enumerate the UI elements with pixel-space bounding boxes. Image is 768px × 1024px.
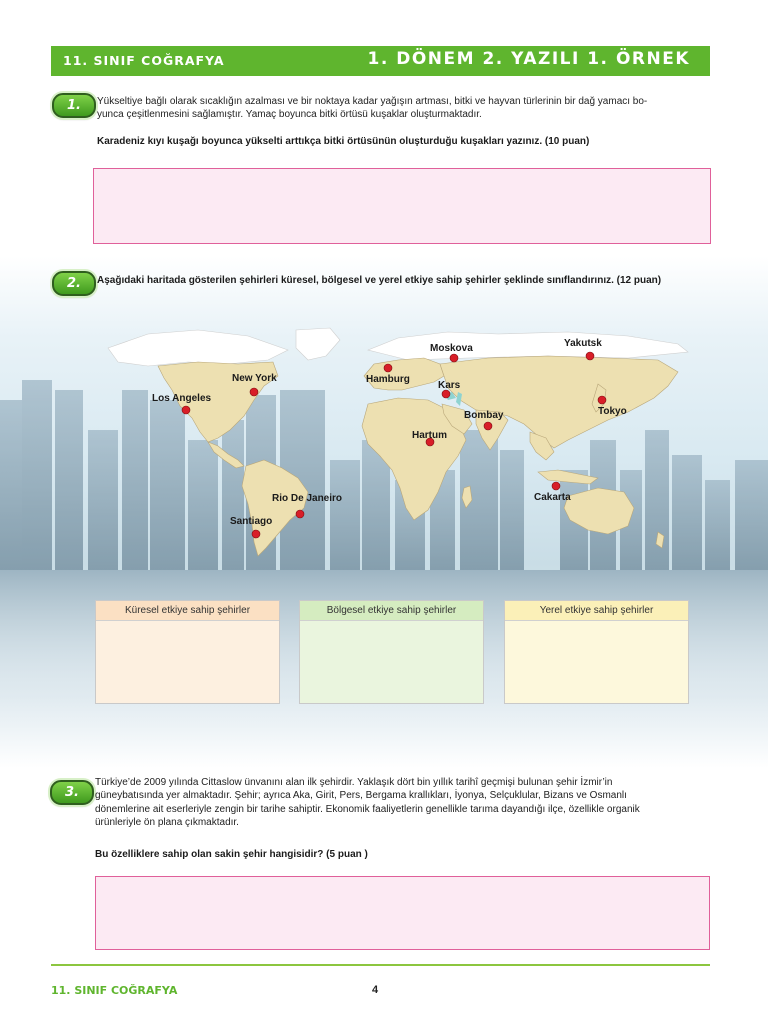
question-1-answer-box[interactable] [93, 168, 711, 244]
city-label-rio-de-janeiro: Rio De Janeiro [272, 493, 343, 504]
city-label-los-angeles: Los Angeles [152, 393, 212, 404]
city-marker-moskova [450, 354, 458, 362]
city-label-cakarta: Cakarta [534, 492, 571, 503]
greenland-landmass [296, 328, 340, 360]
global-cities-box[interactable] [95, 600, 280, 704]
world-map [68, 320, 718, 560]
indonesia-landmass [538, 470, 598, 484]
city-marker-bombay [484, 422, 492, 430]
city-marker-new-york [250, 388, 258, 396]
city-label-santiago: Santiago [230, 516, 273, 527]
question-3-text-line: dönemlerine ait eserleriyle zengin bir tarihe sahiptir. Ekonomik faaliyetlerin genellikle tarıma dayandığı ilçe, özellikle organik [95, 803, 640, 815]
question-3-text-line: Türkiye’de 2009 yılında Cittaslow ünvanını alan ilk şehirdir. Yaklaşık dört bin yıllık tarihî geçmişi bulunan şehir İzmir’in [95, 777, 613, 788]
australia-landmass [564, 488, 634, 534]
question-3-prompt: Bu özelliklere sahip olan sakin şehir hangisidir? (5 puan ) [95, 849, 368, 860]
city-label-kars: Kars [438, 380, 461, 391]
question-1-text [97, 96, 712, 121]
footer-course-title: 11. SINIF COĞRAFYA [51, 984, 178, 997]
header-bar [51, 46, 710, 76]
question-2-badge: 2. [52, 271, 96, 296]
europe-snow [368, 332, 688, 360]
question-1-prompt: Karadeniz kıyı kuşağı boyunca yükselti arttıkça bitki örtüsünün oluşturduğu kuşakları yazınız. (10 puan) [97, 136, 590, 147]
question-3-text [95, 776, 707, 829]
south-america-landmass [242, 460, 308, 556]
header-course-title: 11. SINIF COĞRAFYA [63, 53, 225, 68]
city-marker-tokyo [598, 396, 606, 404]
city-marker-santiago [252, 530, 260, 538]
central-america-landmass [208, 442, 244, 468]
asia-landmass [440, 356, 678, 448]
city-marker-los-angeles [182, 406, 190, 414]
question-3-text-line: ürünleriyle ön plana çıkmaktadır. [95, 816, 239, 828]
city-label-tokyo: Tokyo [598, 406, 627, 417]
madagascar-landmass [462, 486, 472, 508]
city-marker-kars [442, 390, 450, 398]
footer-divider [51, 964, 710, 966]
city-marker-yakutsk [586, 352, 594, 360]
city-marker-rio-de-janeiro [296, 510, 304, 518]
regional-cities-box-title: Bölgesel etkiye sahip şehirler [300, 601, 483, 621]
local-cities-box[interactable] [504, 600, 689, 704]
question-3-text-line: güneybatısında yer almaktadır. Şehir; ayrıca Aka, Girit, Pers, Bergama krallıkları, İyonya, Selçuklular, Bizans ve Osmanlı [95, 790, 627, 802]
local-cities-box-title: Yerel etkiye sahip şehirler [505, 601, 688, 621]
city-label-yakutsk: Yakutsk [564, 338, 602, 349]
city-label-hartum: Hartum [412, 430, 448, 441]
page-number: 4 [372, 984, 379, 996]
city-marker-cakarta [552, 482, 560, 490]
city-label-new-york: New York [232, 373, 277, 384]
question-2-prompt: Aşağıdaki haritada gösterilen şehirleri küresel, bölgesel ve yerel etkiye sahip şehirler şeklinde sınıflandırınız. (12 puan) [97, 275, 662, 286]
city-label-hamburg: Hamburg [366, 374, 410, 385]
question-3-badge: 3. [50, 780, 94, 805]
new-zealand-landmass [656, 532, 664, 548]
city-label-bombay: Bombay [464, 410, 504, 421]
header-exam-title: 1. DÖNEM 2. YAZILI 1. ÖRNEK [367, 49, 690, 69]
question-3-answer-box[interactable] [95, 876, 710, 950]
city-label-moskova: Moskova [430, 343, 473, 354]
global-cities-box-title: Küresel etkiye sahip şehirler [96, 601, 279, 621]
city-marker-hamburg [384, 364, 392, 372]
question-1-text-line: Yükseltiye bağlı olarak sıcaklığın azalması ve bir noktaya kadar yağışın artması, bitki ve hayvan türlerinin bir dağ yamacı bo- [97, 96, 648, 107]
question-1-text-line: yunca çeşitlenmesini sağlamıştır. Yamaç boyunca bitki örtüsü kuşaklar oluşturmaktadır. [97, 108, 482, 120]
question-1-badge: 1. [52, 93, 96, 118]
north-america-snow [108, 330, 288, 366]
regional-cities-box[interactable] [299, 600, 484, 704]
